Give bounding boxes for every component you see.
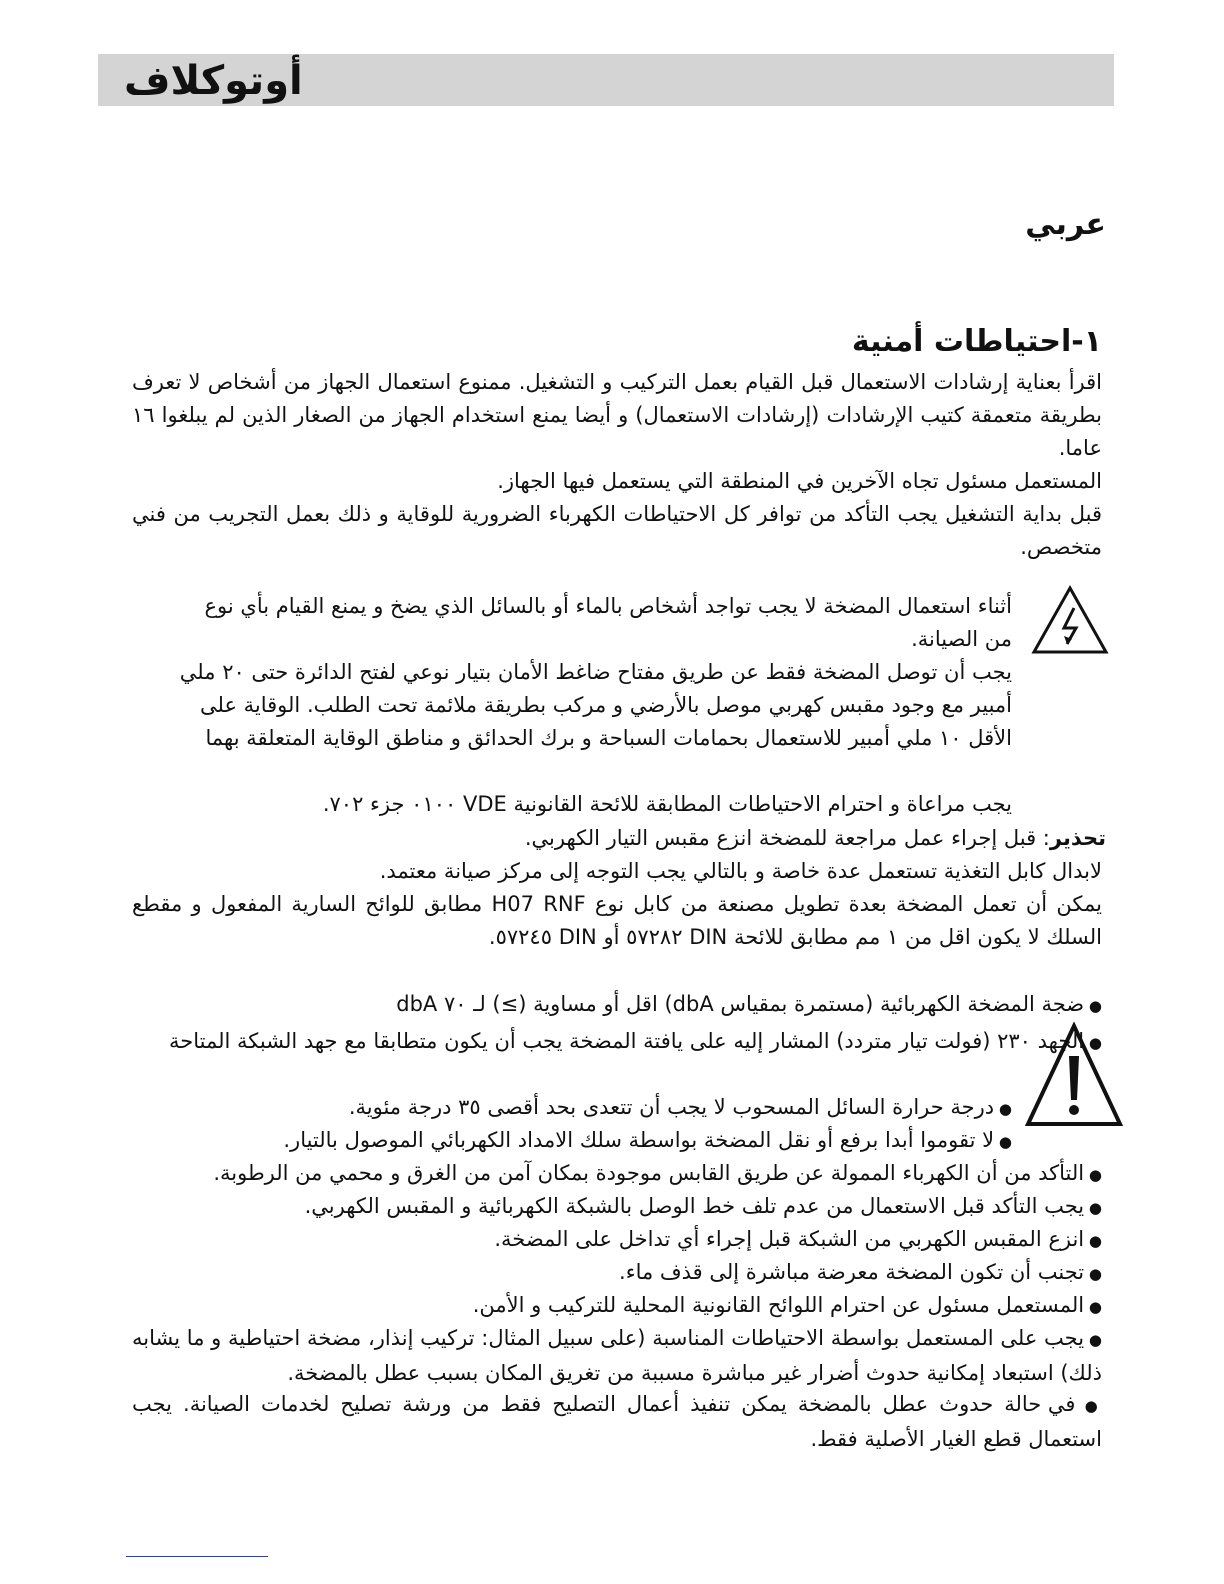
page-title: أوتوكلاف [124,58,303,104]
general-bullet-7: ● في حالة حدوث عطل بالمضخة يمكن تنفيذ أعمال التصليح فقط من ورشة تصليح لخدمات الصيانة. يجب استعمال قطع الغيار الأصلية فقط. [132,1388,1102,1456]
general-bullet-2: ● يجب التأكد قبل الاستعمال من عدم تلف خط الوصل بالشبكة الكهربائية و المقبس الكهربي. [132,1190,1102,1225]
caution-bullet-2: ● الجهد ٢٣٠ (فولت تيار متردد) المشار إليه على يافتة المضخة يجب أن يكون متطابقا مع جهد الشبكة المتاحة [122,1025,1102,1060]
warning-line [525,822,1106,855]
caution-bullet-1: ● ضجة المضخة الكهربائية (مستمرة بمقياس dbA) اقل أو مساوية (≥) لـ ٧٠ dbA [242,988,1102,1023]
warning-text: : قبل إجراء عمل مراجعة للمضخة انزع مقبس التيار الكهربي. [524,826,1050,850]
footnote-rule [126,1556,268,1557]
cable-paragraph-2: يمكن أن تعمل المضخة بعدة تطويل مصنعة من كابل نوع H07 RNF مطابق للوائح السارية المفعول و مقطع السلك لا يكون اقل من ١ مم مطابق للائحة DIN ٥٧٢٨٢ أو DIN ٥٧٢٤٥. [132,892,1102,949]
caution-bullet-4: ● لا تقوموا أبدا برفع أو نقل المضخة بواسطة سلك الامداد الكهربائي الموصول بالتيار. [152,1124,1012,1159]
general-bullet-1: ● التأكد من أن الكهرباء الممولة عن طريق القابس موجودة بمكان آمن من الغرق و محمي من الرطوبة. [132,1157,1102,1192]
intro-paragraph-3: قبل بداية التشغيل يجب التأكد من توافر كل الاحتياطات الكهرباء الضرورية للوقاية و ذلك بعمل التجريب من فني متخصص. [132,502,1102,559]
electric-paragraph-2: يجب أن توصل المضخة فقط عن طريق مفتاح ضاغط الأمان بتيار نوعي لفتح الدائرة حتى ٢٠ ملي أمبير مع وجود مقبس كهربي موصل بالأرضي و مركب بطريقة ملائمة تحت الطلب. الوقاية على الأقل ١٠ ملي أمبير للاستعمال بحمامات السباحة و برك الحدائق و مناطق الوقاية المتعلقة بهما [179,660,1012,750]
electric-paragraph-1: أثناء استعمال المضخة لا يجب تواجد أشخاص بالماء أو بالسائل الذي يضخ و يمنع القيام بأي نوع من الصيانة. [204,594,1012,651]
warning-label: تحذير [1049,826,1106,850]
caution-bullet-3: ● درجة حرارة السائل المسحوب لا يجب أن تتعدى بحد أقصى ٣٥ درجة مئوية. [152,1091,1012,1126]
cable-paragraph-1: لابدال كابل التغذية تستعمل عدة خاصة و بالتالي يجب التوجه إلى مركز صيانة معتمد. [379,859,1102,883]
general-bullet-6: ● يجب على المستعمل بواسطة الاحتياطات المناسبة (على سبيل المثال: تركيب إنذار، مضخة احتياطية و ما يشابه ذلك) استبعاد إمكانية حدوث أضرار غير مباشرة مسببة من تغريق المكان بسبب عطل بالمضخة. [132,1322,1102,1390]
general-bullet-4: ● تجنب أن تكون المضخة معرضة مباشرة إلى قذف ماء. [132,1256,1102,1291]
general-bullet-5: ● المستعمل مسئول عن احترام اللوائح القانونية المحلية للتركيب و الأمن. [132,1289,1102,1324]
language-label: عربي [1025,207,1106,242]
general-bullet-3: ● انزع المقبس الكهربي من الشبكة قبل إجراء أي تداخل على المضخة. [132,1223,1102,1258]
intro-paragraph-1: اقرأ بعناية إرشادات الاستعمال قبل القيام بعمل التركيب و التشغيل. ممنوع استعمال الجهاز من أشخاص لا تعرف بطريقة متعمقة كتيب الإرشادات (إرشادات الاستعمال) و أيضا يمنع استخدام الجهاز من الصغار الذين لم يبلغوا ١٦ عاما. [132,370,1102,460]
intro-paragraph-2: المستعمل مسئول تجاه الآخرين في المنطقة التي يستعمل فيها الجهاز. [497,469,1102,493]
electric-paragraph-3: يجب مراعاة و احترام الاحتياطات المطابقة للائحة القانونية VDE ٠١٠٠ جزء ٧٠٢. [322,792,1012,816]
section-title: ١-احتياطات أمنية [851,324,1102,359]
high-voltage-warning-icon [1030,584,1110,660]
